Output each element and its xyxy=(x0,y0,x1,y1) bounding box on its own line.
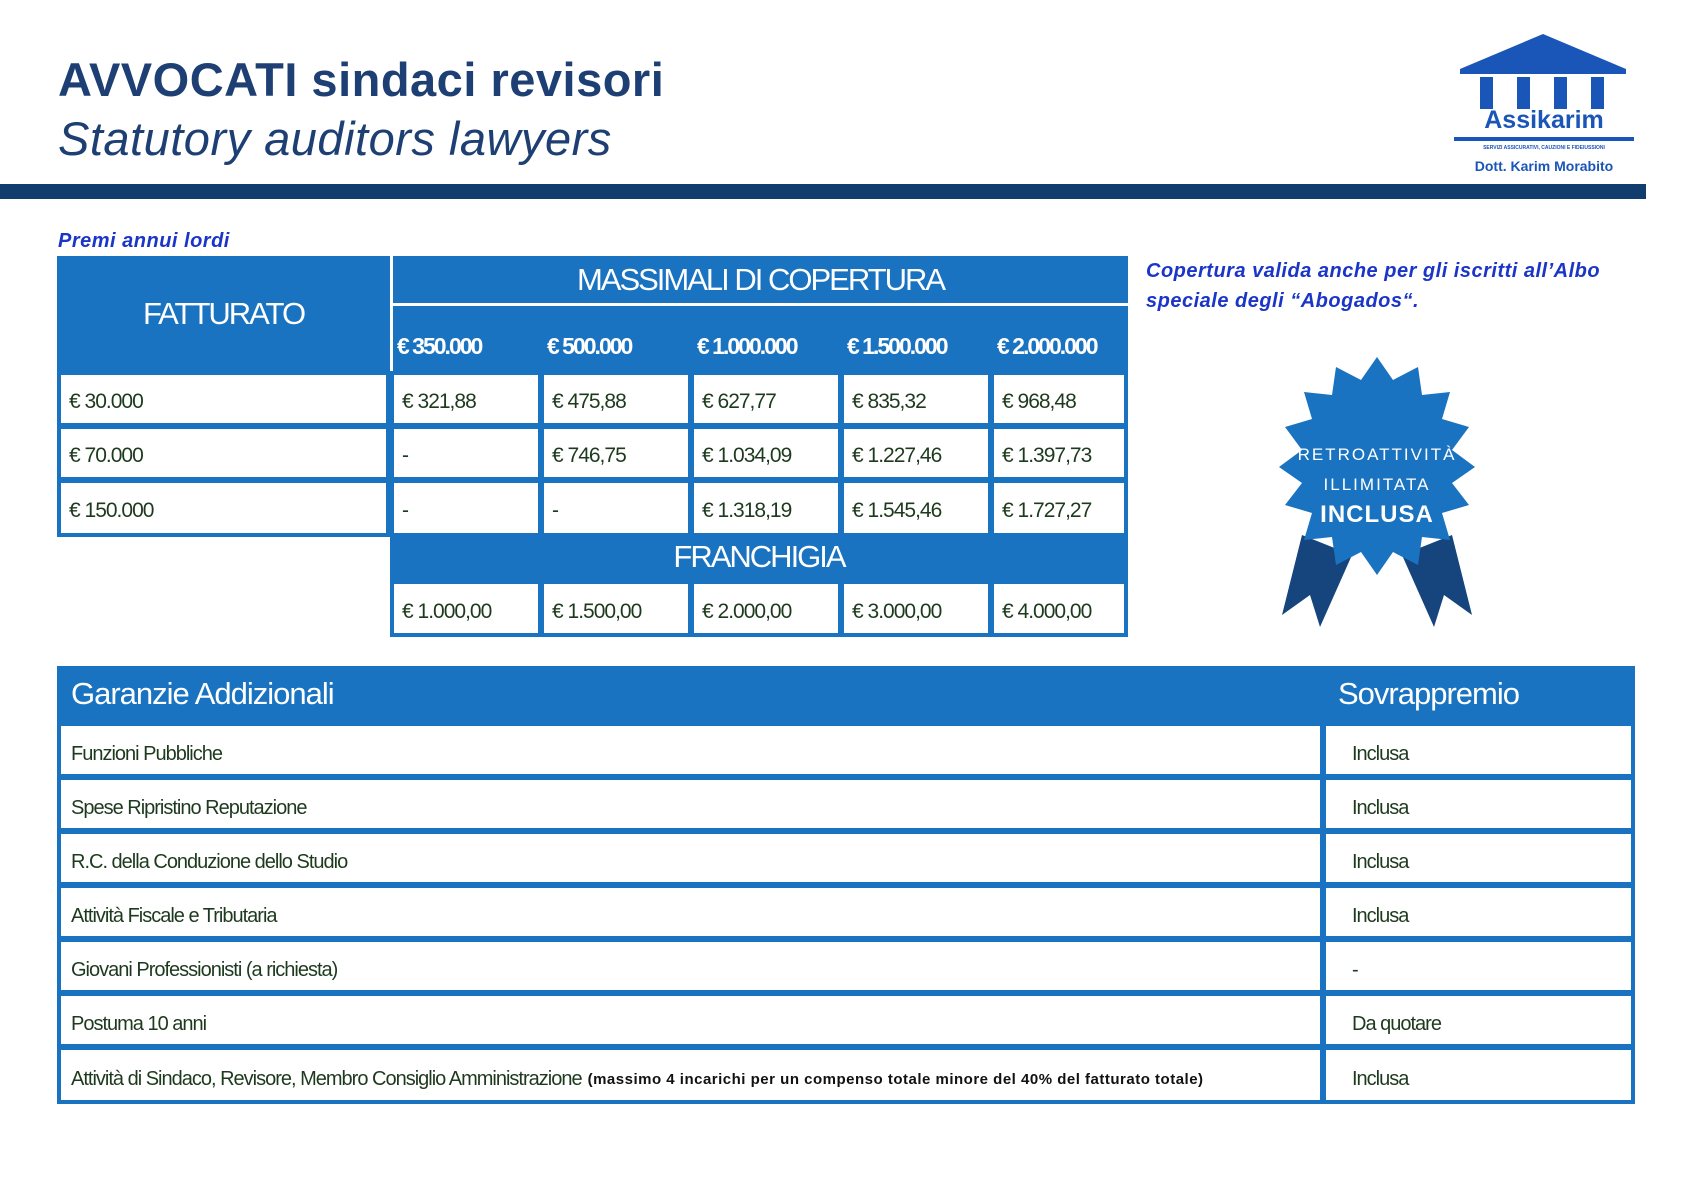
sovrappremio-header-label: Sovrappremio xyxy=(1338,676,1519,711)
premium-cell: € 1.727,27 xyxy=(990,479,1128,537)
premi-label: Premi annui lordi xyxy=(58,230,230,252)
limit-header: € 1.500.000 xyxy=(847,332,947,359)
garanzia-label: Attività di Sindaco, Revisore, Membro Consiglio Amministrazione xyxy=(71,1067,582,1090)
badge-line-1: RETROATTIVITÀ xyxy=(1297,445,1457,464)
logo-column-icon xyxy=(1591,77,1604,109)
fatturato-cell: € 70.000 xyxy=(57,425,390,481)
garanzia-value: Inclusa xyxy=(1322,722,1635,778)
logo-owner: Dott. Karim Morabito xyxy=(1474,158,1614,174)
garanzia-value: Inclusa xyxy=(1322,830,1635,886)
limit-header: € 500.000 xyxy=(547,332,632,359)
premium-cell: - xyxy=(540,479,692,537)
garanzia-value: - xyxy=(1322,938,1635,994)
logo-base xyxy=(1454,137,1634,141)
garanzia-value: Inclusa xyxy=(1322,776,1635,832)
garanzie-header xyxy=(57,666,1635,724)
logo-roof-icon xyxy=(1460,34,1626,69)
logo-column-icon xyxy=(1480,77,1493,109)
franchigia-cell: € 4.000,00 xyxy=(990,580,1128,637)
logo-column-icon xyxy=(1554,77,1567,109)
premium-cell: € 1.397,73 xyxy=(990,425,1128,481)
fatturato-cell: € 30.000 xyxy=(57,371,390,427)
badge-line-2: ILLIMITATA xyxy=(1323,475,1431,494)
premium-cell: € 475,88 xyxy=(540,371,692,427)
franchigia-cell: € 2.000,00 xyxy=(690,580,842,637)
header-divider xyxy=(0,184,1646,199)
garanzia-value: Inclusa xyxy=(1322,884,1635,940)
premium-cell: € 746,75 xyxy=(540,425,692,481)
franchigia-cell: € 1.500,00 xyxy=(540,580,692,637)
premium-cell: € 1.034,09 xyxy=(690,425,842,481)
garanzia-note: (massimo 4 incarichi per un compenso totale minore del 40% del fatturato totale) xyxy=(587,1070,1204,1088)
premium-cell: € 968,48 xyxy=(990,371,1128,427)
limit-header: € 350.000 xyxy=(397,332,482,359)
massimali-header: MASSIMALI DI COPERTURA xyxy=(393,256,1128,303)
premium-cell: € 835,32 xyxy=(840,371,992,427)
premium-cell: € 1.545,46 xyxy=(840,479,992,537)
garanzia-label: Funzioni Pubbliche xyxy=(57,722,1324,778)
premium-cell: - xyxy=(390,425,542,481)
garanzie-header-label: Garanzie Addizionali xyxy=(71,676,334,711)
franchigia-header: FRANCHIGIA xyxy=(390,534,1128,580)
premium-cell: - xyxy=(390,479,542,537)
franchigia-cell: € 3.000,00 xyxy=(840,580,992,637)
garanzia-row-last xyxy=(57,1046,1324,1104)
garanzia-label: Giovani Professionisti (a richiesta) xyxy=(57,938,1324,994)
badge-text xyxy=(1262,440,1492,530)
logo-column-icon xyxy=(1517,77,1530,109)
garanzia-value: Inclusa xyxy=(1322,1046,1635,1104)
fatturato-header: FATTURATO xyxy=(57,256,390,372)
limits-header-row xyxy=(393,306,1128,372)
garanzia-value: Da quotare xyxy=(1322,992,1635,1048)
franchigia-cell: € 1.000,00 xyxy=(390,580,542,637)
limit-header: € 2.000.000 xyxy=(997,332,1097,359)
logo-beam xyxy=(1460,69,1626,74)
logo-name: Assikarim xyxy=(1484,106,1604,134)
page-title: AVVOCATI sindaci revisori xyxy=(58,53,665,106)
garanzia-label: R.C. della Conduzione dello Studio xyxy=(57,830,1324,886)
coverage-note: Copertura valida anche per gli iscritti all’Albo speciale degli “Abogados“. xyxy=(1146,260,1601,312)
page-subtitle: Statutory auditors lawyers xyxy=(58,112,612,165)
fatturato-cell: € 150.000 xyxy=(57,479,390,537)
garanzia-label: Spese Ripristino Reputazione xyxy=(57,776,1324,832)
premium-cell: € 1.227,46 xyxy=(840,425,992,481)
premium-cell: € 627,77 xyxy=(690,371,842,427)
premium-cell: € 1.318,19 xyxy=(690,479,842,537)
limit-header: € 1.000.000 xyxy=(697,332,797,359)
garanzia-label: Postuma 10 anni xyxy=(57,992,1324,1048)
premium-cell: € 321,88 xyxy=(390,371,542,427)
garanzia-label: Attività Fiscale e Tributaria xyxy=(57,884,1324,940)
logo-subtitle: SERVIZI ASSICURATIVI, CAUZIONI E FIDEIUSSIONI xyxy=(1483,145,1605,151)
badge-line-3: INCLUSA xyxy=(1320,501,1434,528)
assikarim-logo xyxy=(1438,34,1650,179)
